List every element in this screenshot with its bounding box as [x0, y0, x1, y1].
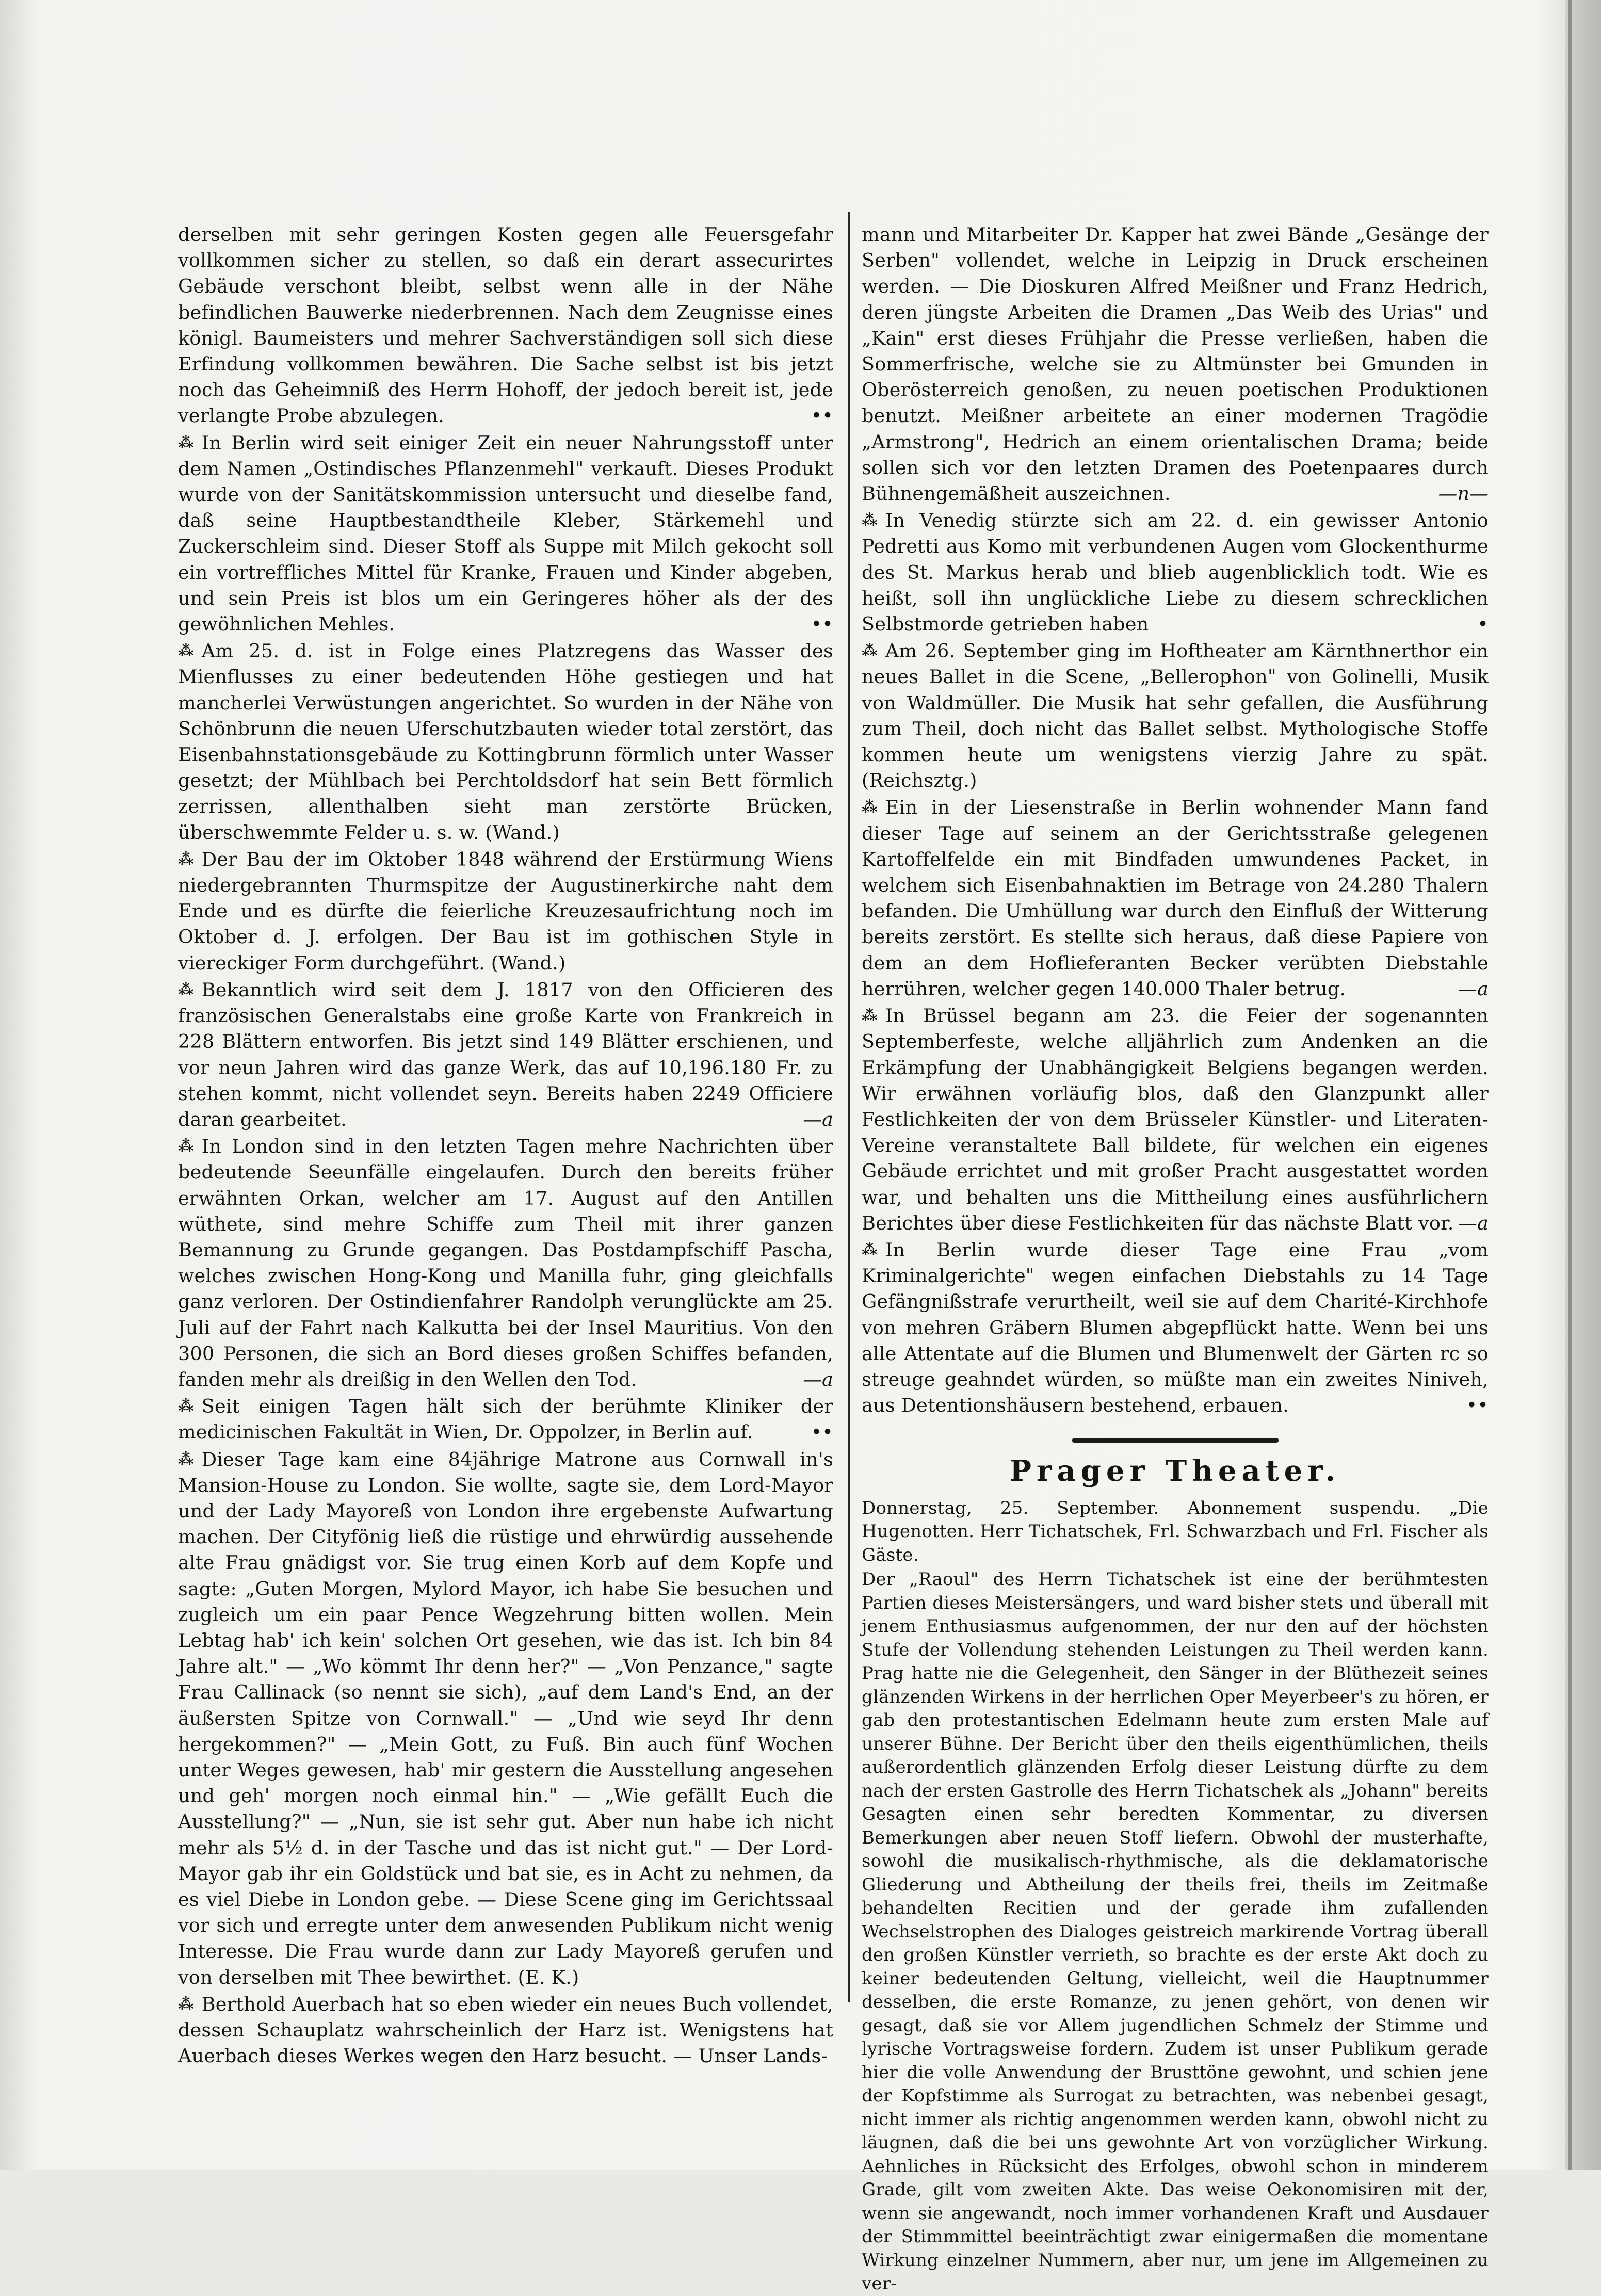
asterism-icon: ⁂: [178, 850, 195, 868]
asterism-icon: ⁂: [178, 1450, 195, 1468]
article-paragraph: ⁂ Am 25. d. ist in Folge eines Platzregens das Wasser des Mienflusses zu einer bedeutenden Höhe gestiegen und hat mancherlei Verwüstungen angerichtet. So wurden in der Nähe von Schönbrunn die neuen Uferschutzbauten wieder total zerstört, das Eisenbahnstationsgebäude zu Kottingbrunn förmlich unter Wasser gesetzt; der Mühlbach bei Perchtoldsdorf hat sein Bett förmlich zerrissen, allenthalben sieht man zerstörte Brücken, überschwemmte Felder u. s. w. (Wand.): [178, 638, 833, 846]
page-fold-line: [1568, 0, 1572, 2170]
article-paragraph: ⁂ In London sind in den letzten Tagen mehre Nachrichten über bedeutende Seeunfälle eingelaufen. Durch den bereits früher erwähnten Orkan, welcher am 17. August auf den Antillen wüthete, sind mehre Schiffe zum Theil mit ihrer ganzen Bemannung zu Grunde gegangen. Das Postdampfschiff Pascha, welches zwischen Hong-Kong und Manilla fuhr, ging gleichfalls ganz verloren. Der Ostindienfahrer Randolph verunglückte am 25. Juli auf der Fahrt nach Kalkutta bei der Insel Mauritius. Von den 300 Personen, die sich an Bord dieses großen Schiffes befanden, fanden mehr als dreißig in den Wellen den Tod. —a: [178, 1134, 833, 1393]
column-divider: [848, 212, 850, 2002]
article-paragraph: ⁂ In Brüssel begann am 23. die Feier der sogenannten Septemberfeste, welche alljährlich zum Andenken an die Erkämpfung der Unabhängigkeit Belgiens begangen werden. Wir erwähnen vorläufig blos, daß den Glanzpunkt aller Festlichkeiten der von dem Brüsseler Künstler- und Literaten-Vereine veranstaltete Ball bildete, für welchen ein eigenes Gebäude errichtet und mit großer Pracht ausgestattet worden war, und behalten uns die Mittheilung eines ausführlichern Berichtes über diese Festlichkeiten für das nächste Blatt vor. —a: [862, 1003, 1489, 1236]
theater-review: [862, 1497, 1489, 2296]
article-paragraph: ⁂ Der Bau der im Oktober 1848 während der Erstürmung Wiens niedergebrannten Thurmspitze der Augustinerkirche naht dem Ende und es dürfte die feierliche Kreuzesaufrichtung noch im Oktober d. J. erfolgen. Der Bau ist im gothischen Style in viereckiger Form durchgeführt. (Wand.): [178, 847, 833, 976]
article-paragraph: ⁂ In Berlin wurde dieser Tage eine Frau „vom Kriminalgerichte" wegen einfachen Diebstahls zu 14 Tage Gefängnißstrafe verurtheilt, weil sie auf dem Charité-Kirchhofe von mehren Gräbern Blumen abgepflückt hatte. Wenn bei uns alle Attentate auf die Blumen und Blumenwelt der Gärten rc so streuge geahndet würden, so müßte man ein zweites Niniveh, aus Detentionshäusern bestehend, erbauen. ••: [862, 1237, 1489, 1418]
asterism-icon: ⁂: [178, 1397, 195, 1416]
article-paragraph: ⁂ Bekanntlich wird seit dem J. 1817 von den Officieren des französischen Generalstabs eine große Karte von Frankreich in 228 Blättern entworfen. Bis jetzt sind 149 Blätter erschienen, und vor neun Jahren wird das ganze Werk, das auf 10,196.180 Fr. zu stehen kommt, nicht vollendet seyn. Bereits haben 2249 Officiere daran gearbeitet. —a: [178, 977, 833, 1133]
article-paragraph: ⁂ Dieser Tage kam eine 84jährige Matrone aus Cornwall in's Mansion-House zu London. Sie wollte, sagte sie, dem Lord-Mayor und der Lady Mayoreß von London ihre ergebenste Aufwartung machen. Der Cityfönig ließ die rüstige und ehrwürdig aussehende alte Frau gnädigst vor. Sie trug einen Korb auf dem Kopfe und sagte: „Guten Morgen, Mylord Mayor, ich habe Sie besuchen und zugleich um ein paar Pence Wegzehrung bitten wollen. Mein Lebtag hab' ich kein' solchen Ort gesehen, wie das ist. Ich bin 84 Jahre alt." — „Wo kömmt Ihr denn her?" — „Von Penzance," sagte Frau Callinack (so nennt sie sich), „auf dem Land's End, an der äußersten Spitze von Cornwall." — „Und wie seyd Ihr denn hergekommen?" — „Mein Gott, zu Fuß. Bin auch fünf Wochen unter Weges gewesen, hab' mir gestern die Ausstellung angesehen und geh' morgen noch einmal hin." — „Wie gefällt Euch die Ausstellung?" — „Nun, sie ist sehr gut. Aber nun habe ich nicht mehr als 5½ d. in der Tasche und das ist nicht gut." — Der Lord-Mayor gab ihr ein Goldstück und bat sie, es in Acht zu nehmen, da es viel Diebe in London gebe. — Diese Scene ging im Gerichtssaal vor sich und erregte unter dem anwesenden Publikum nicht wenig Interesse. Die Frau wurde dann zur Lady Mayoreß gerufen und von derselben mit Thee bewirthet. (E. K.): [178, 1447, 833, 1991]
theater-intro: Donnerstag, 25. September. Abonnement suspendu. „Die Hugenotten. Herr Tichatschek, Frl. Schwarzbach und Frl. Fischer als Gäste.: [862, 1497, 1489, 1565]
asterism-icon: ⁂: [862, 1007, 878, 1025]
asterism-icon: ⁂: [178, 980, 195, 999]
article-paragraph: ⁂ Am 26. September ging im Hoftheater am Kärnthnerthor ein neues Ballet in die Scene, „Bellerophon" von Golinelli, Musik von Waldmüller. Die Musik hat sehr gefallen, die Ausführung zum Theil, doch nicht das Ballet selbst. Mythologische Stoffe kommen heute um wenigstens vierzig Jahre zu spät. (Reichsztg.): [862, 638, 1489, 794]
article-paragraph: derselben mit sehr geringen Kosten gegen alle Feuersgefahr vollkommen sicher zu stellen, so daß ein derart assecurirtes Gebäude verschont bleibt, selbst wenn alle in der Nähe befindlichen Bauwerke niederbrennen. Nach dem Zeugnisse eines königl. Baumeisters und mehrer Sachverständigen soll sich diese Erfindung vollkommen bewähren. Die Sache selbst ist bis jetzt noch das Geheimniß des Herrn Hohoff, der jedoch bereit ist, jede verlangte Probe abzulegen. ••: [178, 223, 833, 427]
article-paragraph: ⁂ In Venedig stürzte sich am 22. d. ein gewisser Antonio Pedretti aus Komo mit verbundenen Augen vom Glockenthurme des St. Markus herab und blieb augenblicklich todt. Wie es heißt, soll ihn unglückliche Liebe zu diesem schrecklichen Selbstmorde getrieben haben •: [862, 508, 1489, 637]
asterism-icon: ⁂: [178, 433, 195, 452]
article-paragraph: ⁂ Seit einigen Tagen hält sich der berühmte Kliniker der medicinischen Fakultät in Wien, Dr. Oppolzer, in Berlin auf. ••: [178, 1394, 833, 1445]
right-column: [862, 222, 1489, 2296]
asterism-icon: ⁂: [862, 1240, 878, 1259]
article-paragraph: mann und Mitarbeiter Dr. Kapper hat zwei Bände „Gesänge der Serben" vollendet, welche in Leipzig in Druck erscheinen werden. — Die Dioskuren Alfred Meißner und Franz Hedrich, deren jüngste Arbeiten die Dramen „Das Weib des Urias" und „Kain" erst dieses Frühjahr die Presse verließen, haben die Sommerfrische, welche sie zu Altmünster bei Gmunden in Oberösterreich genoßen, zu neuen poetischen Produktionen benutzt. Meißner arbeitete an einer modernen Tragödie „Armstrong", Hedrich an einem orientalischen Drama; beide sollen sich vor den letzten Dramen des Poetenpaares durch Bühnengemäßheit auszeichnen. —n—: [862, 223, 1489, 505]
asterism-icon: ⁂: [178, 1995, 195, 2013]
asterism-icon: ⁂: [862, 642, 878, 660]
asterism-icon: ⁂: [178, 1137, 195, 1156]
article-paragraph: ⁂ Ein in der Liesenstraße in Berlin wohnender Mann fand dieser Tage auf seinem an der Gerichtsstraße gelegenen Kartoffelfelde ein mit Bindfaden umwundenes Packet, in welchem sich Eisenbahnaktien im Betrage von 24.280 Thalern befanden. Die Umhüllung war durch den Einfluß der Witterung bereits zerstört. Es stellte sich heraus, daß diese Papiere von dem an dem Hoflieferanten Becker verübten Diebstahle herrühren, welcher gegen 140.000 Thaler betrug. —a: [862, 795, 1489, 1002]
section-divider-rule: [1072, 1438, 1279, 1443]
asterism-icon: ⁂: [862, 511, 878, 530]
left-column: [178, 222, 833, 2069]
asterism-icon: ⁂: [862, 798, 878, 817]
theater-body: Der „Raoul" des Herrn Tichatschek ist eine der berühmtesten Partien dieses Meistersängers, und ward bisher stets und überall mit jenem Enthusiasmus aufgenommen, der nur den auf der höchsten Stufe der Vollendung stehenden Leistungen zu Theil werden kann. Prag hatte nie die Gelegenheit, den Sänger in der Blüthezeit seines glänzenden Wirkens in der herrlichen Oper Meyerbeer's zu hören, er gab den protestantischen Edelmann heute zum ersten Male auf unserer Bühne. Der Bericht über den theils eigenthümlichen, theils außerordentlich glänzenden Erfolg dieser Leistung dürfte zu dem nach der ersten Gastrolle des Herrn Tichatschek als „Johann" bereits Gesagten einen sehr beredten Kommentar, zu diversen Bemerkungen aber neuen Stoff liefern. Obwohl der musterhafte, sowohl die musikalisch-rhythmische, als die deklamatorische Gliederung und Abtheilung der theils frei, theils im Zeitmaße behandelten Recitien und der gerade ihm zufallenden Wechselstrophen des Dialoges geistreich markirende Vortrag überall den großen Künstler verrieth, so brachte es der erste Akt doch zu keiner bedeutenden Geltung, vielleicht, weil die Hauptnummer desselben, die erste Romanze, zu jenen gehört, von denen wir gesagt, daß sie vor Allem jugendlichen Schmelz der Stimme und lyrische Vortragsweise fordern. Zudem ist unser Publikum gerade hier die volle Anwendung der Brusttöne gewohnt, und schien jene der Kopfstimme als Surrogat zu betrachten, was nebenbei gesagt, nicht immer als richtig angenommen werden kann, obwohl nicht zu läugnen, daß die bei uns gewohnte Art von vorzüglicher Wirkung. Aehnliches in Rücksicht des Erfolges, obwohl schon in minderem Grade, gilt vom zweiten Akte. Das weise Oekonomisiren mit der, wenn sie angewandt, noch immer vorhandenen Kraft und Ausdauer der Stimmmittel beeinträchtigt zwar einigermaßen die momentane Wirkung einzelner Nummern, aber nur, um jene im Allgemeinen zu ver-: [862, 1569, 1489, 2294]
theater-section-title: Prager Theater.: [1009, 1454, 1341, 1489]
article-paragraph: ⁂ In Berlin wird seit einiger Zeit ein neuer Nahrungsstoff unter dem Namen „Ostindisches Pflanzenmehl" verkauft. Dieses Produkt wurde von der Sanitätskommission untersucht und dieselbe fand, daß seine Hauptbestandtheile Kleber, Stärkemehl und Zuckerschleim sind. Dieser Stoff als Suppe mit Milch gekocht soll ein vortreffliches Mittel für Kranke, Frauen und Kinder abgeben, und sein Preis ist blos um ein Geringeres höher als der des gewöhnlichen Mehles. ••: [178, 430, 833, 638]
asterism-icon: ⁂: [178, 642, 195, 660]
article-paragraph: ⁂ Berthold Auerbach hat so eben wieder ein neues Buch vollendet, dessen Schauplatz wahrscheinlich der Harz ist. Wenigstens hat Auerbach dieses Werkes wegen den Harz besucht. — Unser Lands-: [178, 1992, 833, 2069]
